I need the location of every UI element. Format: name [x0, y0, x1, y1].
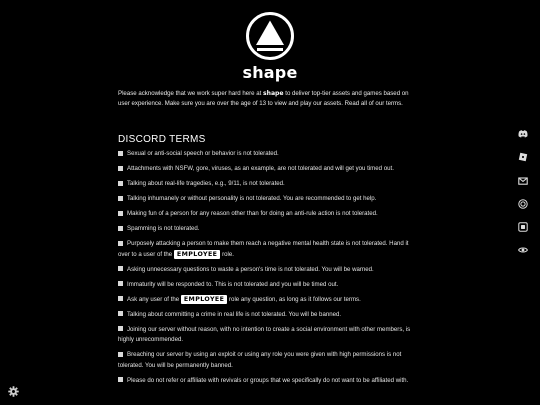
bullet-icon: [118, 166, 123, 171]
term-item: [118, 265, 418, 275]
term-item: [118, 295, 418, 305]
bullet-icon: [118, 296, 123, 301]
eye-icon: [518, 245, 528, 255]
bullet-icon: [118, 311, 123, 316]
term-item: [118, 149, 418, 159]
term-item: [118, 209, 418, 219]
intro-paragraph: [118, 89, 418, 109]
bullet-icon: [118, 352, 123, 357]
view-link[interactable]: [517, 244, 529, 256]
employee-role-badge: EMPLOYEE: [174, 250, 220, 259]
main-content: [118, 89, 418, 391]
games-link[interactable]: [517, 221, 529, 233]
term-text: Spamming is not tolerated.: [127, 225, 200, 233]
bullet-icon: [118, 266, 123, 271]
bullet-icon: [118, 281, 123, 286]
term-text: role.: [220, 250, 234, 258]
term-text: Making fun of a person for any reason other than for doing an anti-rule action is not tolerated.: [127, 210, 378, 218]
term-item: [118, 376, 418, 386]
discord-icon: [518, 129, 528, 139]
section-title: DISCORD TERMS: [118, 134, 206, 146]
bullet-icon: [118, 241, 123, 246]
term-text: Attachments with NSFW, gore, viruses, as an example, are not tolerated and will get you timed out.: [127, 165, 394, 173]
asset-store-link[interactable]: [517, 175, 529, 187]
logo-icon: [246, 12, 294, 60]
term-item: [118, 224, 418, 234]
term-item: [118, 194, 418, 204]
brand-name: shape: [242, 63, 298, 82]
bullet-icon: [118, 326, 123, 331]
bullet-icon: [118, 151, 123, 156]
term-text: Please do not refer or affiliate with revivals or groups that we specifically do not want to be affiliated with.: [127, 376, 409, 384]
bullet-icon: [118, 226, 123, 231]
roblox-icon: [518, 152, 528, 162]
bullet-icon: [118, 377, 123, 382]
gamepad-icon: [518, 222, 528, 232]
settings-button[interactable]: [8, 386, 19, 397]
term-text: Immaturity will be responded to. This is not tolerated and you will be timed out.: [127, 280, 339, 288]
intro-brand: shape: [262, 90, 284, 97]
term-item: [118, 325, 418, 346]
terms-list: [118, 149, 418, 386]
bullet-icon: [118, 211, 123, 216]
term-text: Sexual or anti-social speech or behavior is not tolerated.: [127, 150, 279, 158]
term-text: Breaching our server by using an exploit or using any role you were given with high permissions is not tolerated. You will be permanently banned.: [118, 351, 402, 369]
roblox-link[interactable]: [517, 151, 529, 163]
term-text: Purposely attacking a person to make them reach a negative mental health state is not tolerated. Hand it over to a user of the: [118, 240, 409, 258]
term-text: Talking inhumanely or without personality is not tolerated. You are recommended to get help.: [127, 195, 377, 203]
term-item: [118, 179, 418, 189]
employee-role-badge: EMPLOYEE: [181, 295, 227, 304]
term-text: role any question, as long as it follows our terms.: [227, 295, 361, 303]
gear-icon: [8, 386, 19, 397]
term-item: [118, 164, 418, 174]
term-text: Asking unnecessary questions to waste a person's time is not tolerated. You will be warned.: [127, 265, 374, 273]
term-text: Talking about real-life tragedies, e.g., 9/11, is not tolerated.: [127, 180, 285, 188]
website-link[interactable]: [517, 198, 529, 210]
intro-text-start: Please acknowledge that we work super hard here at: [118, 90, 263, 97]
bullet-icon: [118, 196, 123, 201]
box-icon: [518, 176, 528, 186]
term-item: [118, 350, 418, 371]
term-text: Talking about committing a crime in real life is not tolerated. You will be banned.: [127, 310, 342, 318]
header-logo: [0, 12, 540, 82]
side-nav: [517, 128, 529, 268]
intro-text-end: to deliver top-tier assets and games based on user experience. Make sure you are over the age of 13 to view and play our assets. Read all of our terms.: [118, 90, 409, 108]
bullet-icon: [118, 181, 123, 186]
globe-icon: [518, 199, 528, 209]
discord-link[interactable]: [517, 128, 529, 140]
term-item: [118, 310, 418, 320]
term-text: Joining our server without reason, with no intention to create a social environment with other members, is highly unrecommended.: [118, 325, 411, 344]
term-item: [118, 239, 418, 260]
term-text: Ask any user of the: [127, 295, 181, 303]
term-item: [118, 280, 418, 290]
